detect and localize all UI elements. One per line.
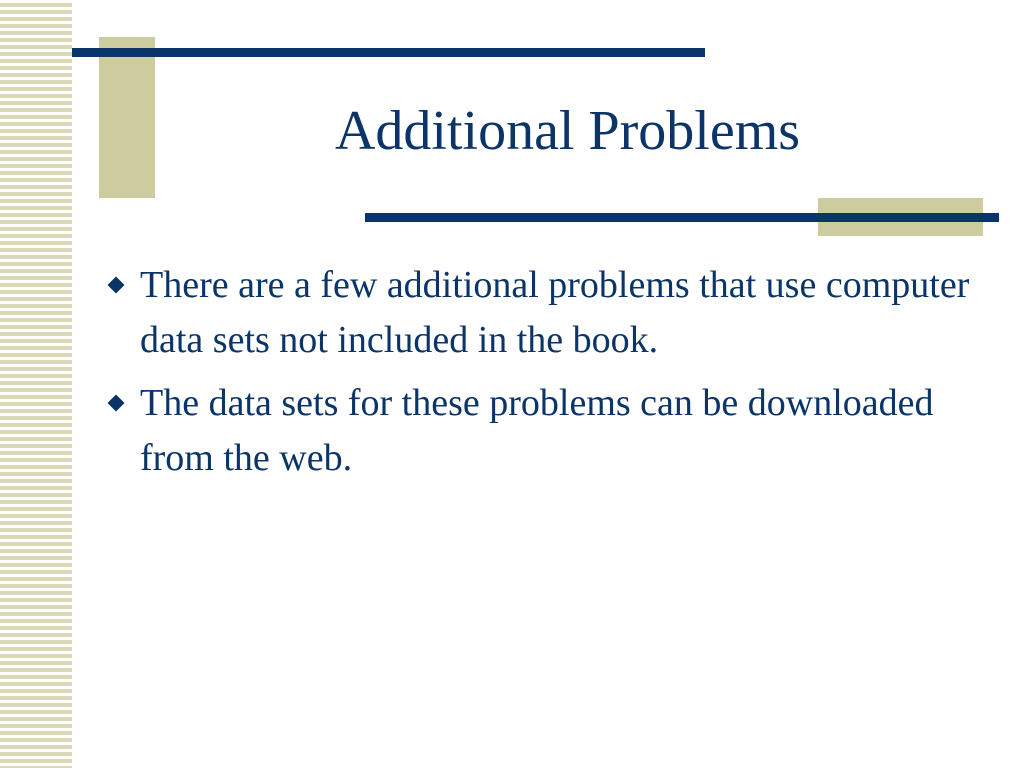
bullet-text: There are a few additional problems that use computer data sets not included in the book. bbox=[140, 264, 970, 361]
bullet-text: The data sets for these problems can be downloaded from the web. bbox=[140, 382, 934, 479]
bullet-list bbox=[105, 258, 985, 494]
title-rule-bottom bbox=[365, 213, 999, 222]
title-rule-top bbox=[72, 48, 705, 57]
bullet-item bbox=[105, 376, 985, 486]
bullet-item bbox=[105, 258, 985, 368]
diamond-bullet-icon bbox=[108, 395, 125, 412]
accent-block-left bbox=[99, 37, 155, 198]
slide-title: Additional Problems bbox=[334, 100, 801, 162]
decorative-stripe-band bbox=[0, 0, 72, 768]
diamond-bullet-icon bbox=[108, 277, 125, 294]
